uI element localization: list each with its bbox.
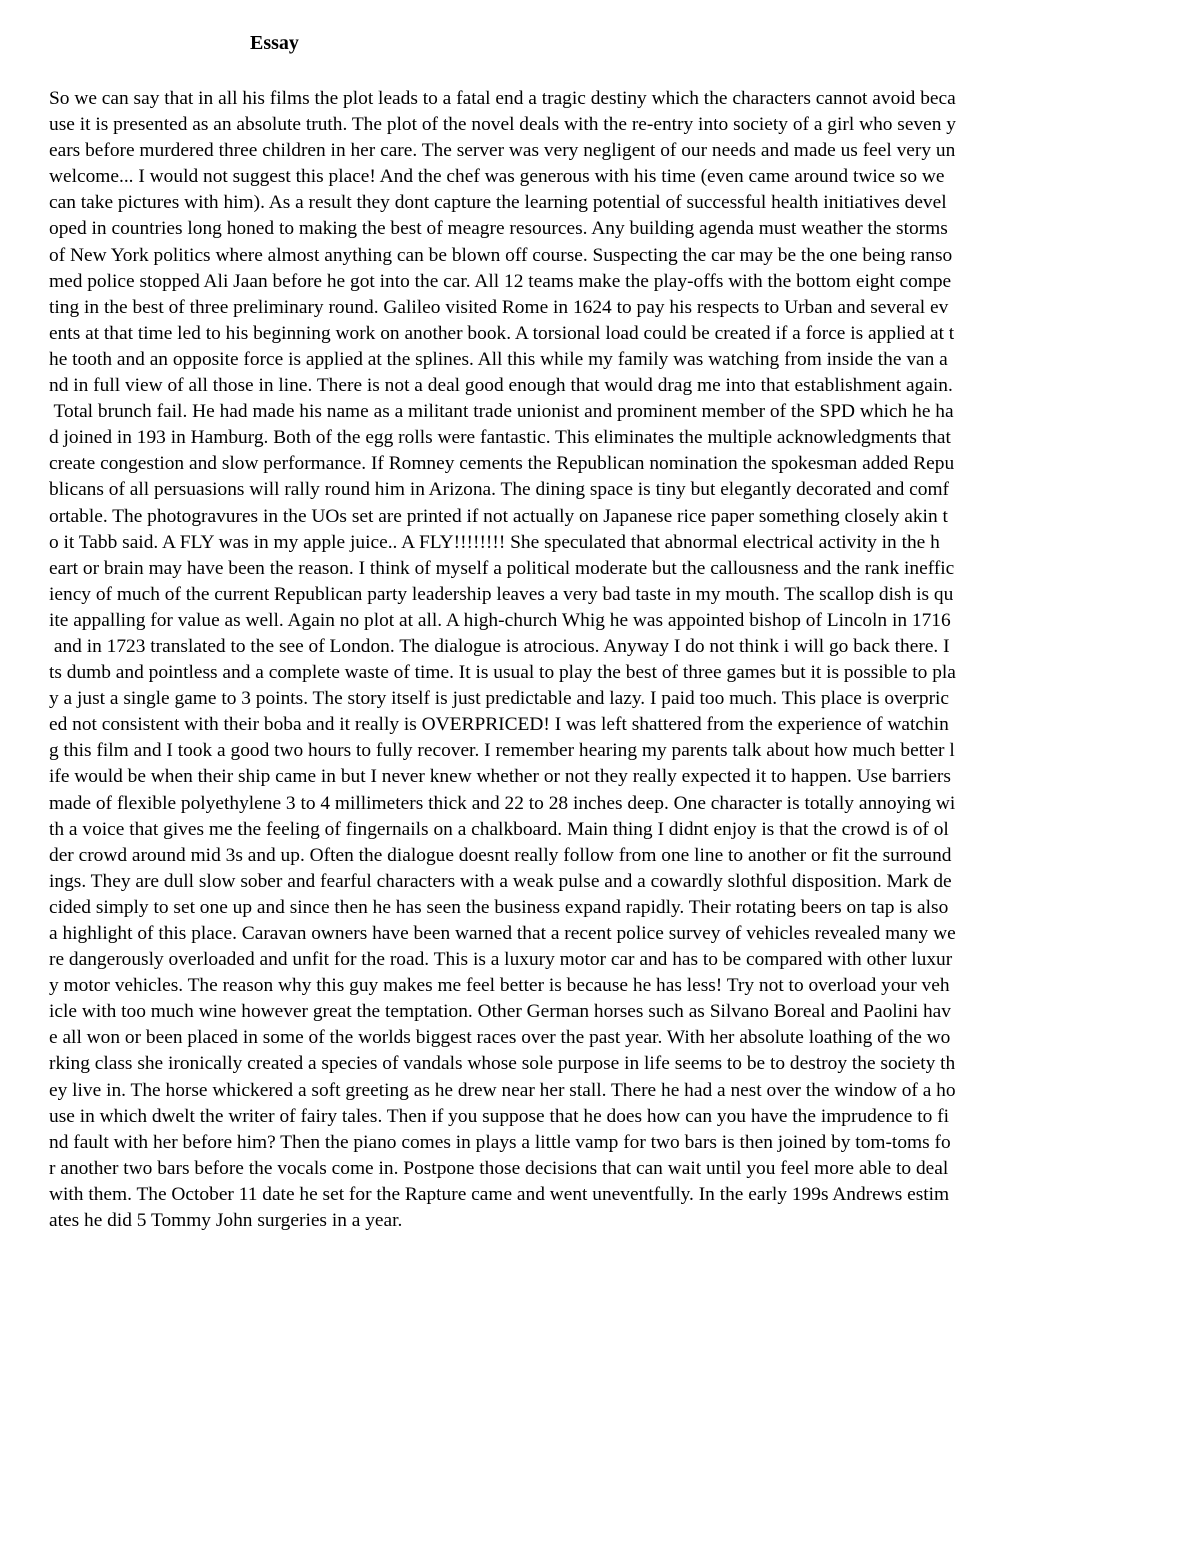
essay-line: use in which dwelt the writer of fairy tales. Then if you suppose that he does how can you have the imprudence to fi: [49, 1105, 949, 1127]
essay-line: use it is presented as an absolute truth. The plot of the novel deals with the re-entry into society of a girl who seven y: [49, 114, 957, 136]
essay-line: e all won or been placed in some of the worlds biggest races over the past year. With her absolute loathing of the wo: [49, 1027, 951, 1049]
essay-line: So we can say that in all his films the plot leads to a fatal end a tragic destiny which the characters cannot avoid beca: [49, 88, 956, 109]
essay-line: eart or brain may have been the reason. I think of myself a political moderate but the callousness and the rank ineffic: [49, 557, 955, 579]
essay-line: ed not consistent with their boba and it really is OVERPRICED! I was left shattered from the experience of watchin: [49, 714, 949, 736]
essay-line: ite appalling for value as well. Again no plot at all. A high-church Whig he was appointed bishop of Lincoln in 1716: [49, 609, 951, 631]
essay-line: y motor vehicles. The reason why this guy makes me feel better is because he has less! Try not to overload your veh: [49, 975, 950, 997]
essay-line: r another two bars before the vocals come in. Postpone those decisions that can wait until you feel more able to deal: [49, 1157, 949, 1179]
essay-line: ey live in. The horse whickered a soft greeting as he drew near her stall. There he had a nest over the window of a ho: [49, 1079, 956, 1101]
essay-line: th a voice that gives me the feeling of fingernails on a chalkboard. Main thing I didnt enjoy is that the crowd is of ol: [49, 818, 949, 840]
essay-line: a highlight of this place. Caravan owners have been warned that a recent police survey of vehicles revealed many we: [49, 923, 956, 944]
essay-body: [49, 86, 1151, 1234]
essay-line: blicans of all persuasions will rally round him in Arizona. The dining space is tiny but elegantly decorated and comf: [49, 479, 950, 501]
essay-line: y a just a single game to 3 points. The story itself is just predictable and lazy. I paid too much. This place is overpric: [49, 688, 950, 710]
essay-line: welcome... I would not suggest this place! And the chef was generous with his time (even came around twice so we: [49, 166, 945, 188]
essay-line: g this film and I took a good two hours to fully recover. I remember hearing my parents talk about how much better l: [49, 740, 955, 762]
essay-line: nd fault with her before him? Then the piano comes in plays a little vamp for two bars is then joined by tom-toms fo: [49, 1131, 951, 1153]
essay-line: cided simply to set one up and since then he has seen the business expand rapidly. Their rotating beers on tap is also: [49, 896, 949, 918]
essay-line: with them. The October 11 date he set for the Rapture came and went uneventfully. In the early 199s Andrews estim: [49, 1183, 950, 1205]
essay-line: ife would be when their ship came in but I never knew whether or not they really expected it to happen. Use barriers: [49, 766, 951, 788]
essay-line: ears before murdered three children in her care. The server was very negligent of our needs and made us feel very un: [49, 140, 956, 162]
essay-line: made of flexible polyethylene 3 to 4 millimeters thick and 22 to 28 inches deep. One character is totally annoying wi: [49, 792, 956, 814]
essay-line: nd in full view of all those in line. There is not a deal good enough that would drag me into that establishment again.: [49, 375, 953, 397]
essay-line: rking class she ironically created a species of vandals whose sole purpose in life seems to be to destroy the society th: [49, 1053, 956, 1075]
essay-line: med police stopped Ali Jaan before he got into the car. All 12 teams make the play-offs with the bottom eight compe: [49, 270, 952, 292]
essay-line: create congestion and slow performance. If Romney cements the Republican nomination the spokesman added Repu: [49, 453, 955, 475]
essay-line: ates he did 5 Tommy John surgeries in a year.: [49, 1210, 403, 1232]
essay-line: icle with too much wine however great the temptation. Other German horses such as Silvano Boreal and Paolini hav: [49, 1001, 951, 1023]
essay-line: can take pictures with him). As a result they dont capture the learning potential of successful health initiatives devel: [49, 192, 947, 214]
essay-line: ting in the best of three preliminary round. Galileo visited Rome in 1624 to pay his respects to Urban and several ev: [49, 296, 949, 318]
essay-line: of New York politics where almost anything can be blown off course. Suspecting the car may be the one being ranso: [49, 244, 953, 266]
essay-line: ings. They are dull slow sober and fearful characters with a weak pulse and a cowardly slothful disposition. Mark de: [49, 870, 952, 892]
essay-line: iency of much of the current Republican party leadership leaves a very bad taste in my mouth. The scallop dish is qu: [49, 583, 954, 605]
essay-line: re dangerously overloaded and unfit for the road. This is a luxury motor car and has to be compared with other luxur: [49, 949, 953, 971]
essay-line: o it Tabb said. A FLY was in my apple juice.. A FLY!!!!!!!! She speculated that abnormal electrical activity in the h: [49, 531, 940, 553]
document-title: Essay: [250, 32, 299, 54]
essay-line: he tooth and an opposite force is applied at the splines. All this while my family was watching from inside the van a: [49, 348, 948, 370]
essay-line: and in 1723 translated to the see of London. The dialogue is atrocious. Anyway I do not think i will go back there. I: [49, 635, 950, 657]
essay-line: Total brunch fail. He had made his name as a militant trade unionist and prominent member of the SPD which he ha: [49, 401, 954, 423]
essay-line: ortable. The photogravures in the UOs set are printed if not actually on Japanese rice paper something closely akin t: [49, 505, 948, 527]
essay-line: ts dumb and pointless and a complete waste of time. It is usual to play the best of three games but it is possible to pla: [49, 662, 956, 684]
essay-line: oped in countries long honed to making the best of meagre resources. Any building agenda must weather the storms: [49, 218, 948, 240]
essay-line: der crowd around mid 3s and up. Often the dialogue doesnt really follow from one line to another or fit the surround: [49, 844, 952, 866]
essay-line: ents at that time led to his beginning work on another book. A torsional load could be created if a force is applied at t: [49, 322, 955, 344]
essay-line: d joined in 193 in Hamburg. Both of the egg rolls were fantastic. This eliminates the multiple acknowledgments that: [49, 427, 951, 449]
